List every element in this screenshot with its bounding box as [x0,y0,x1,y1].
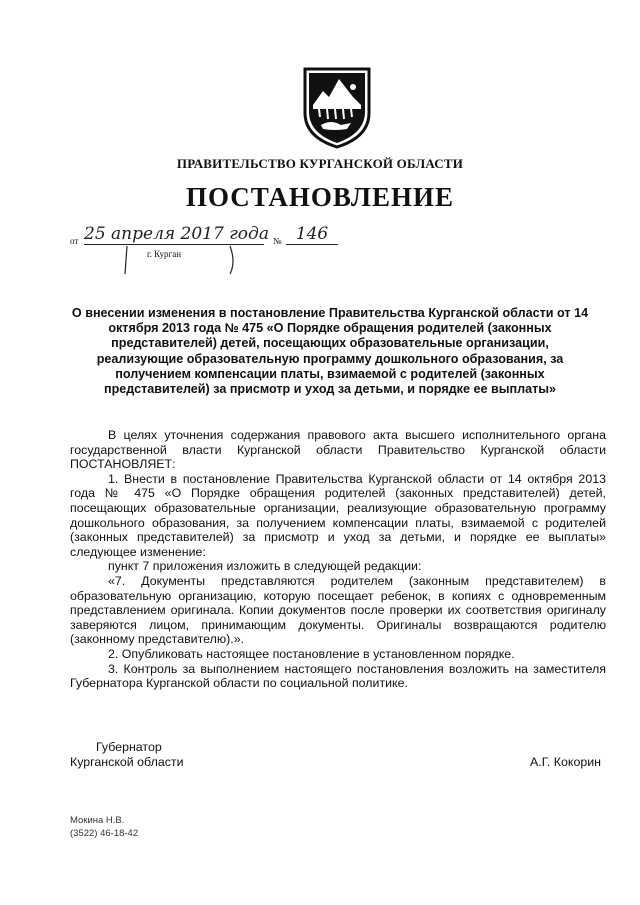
item-1: 1. Внести в постановление Правительства Курганской области от 14 октября 2013 года № 475 «О Порядке обращения родителей (законных представителей) детей, посещающих образовательные организации, реализующие образовательную программу дошкольного образования, за получением компенсации платы, взимаемой с родителей (законных представителей) за присмотр и уход за детьми, и порядке ее выплаты» следующее изменение: [70,471,606,559]
item-3: 3. Контроль за выполнением настоящего постановления возложить на заместителя Губернатора Курганской области по социальной политике. [70,661,606,691]
document-type-title: ПОСТАНОВЛЕНИЕ [185,182,455,212]
item-2: 2. Опубликовать настоящее постановление в установленном порядке. [108,646,515,661]
handwritten-number: 146 [286,224,338,245]
resolution-body [70,428,606,691]
signatory-position-line1: Губернатор [96,740,162,754]
date-from-label: от [70,236,79,246]
item-1-subclause: пункт 7 приложения изложить в следующей редакции: [108,559,422,574]
signatory-name: А.Г. Кокорин [530,755,602,769]
resolution-heading: О внесении изменения в постановление Правительства Курганской области от 14 октября 2013 года № 475 «О Порядке обращения родителей (законных представителей) детей, посещающих образовательные организации, реализующие образовательную программу дошкольного образования, за получением компенсации платы, взимаемой с родителей (законных представителей) за присмотр и уход за детьми, и порядке ее выплаты» [71,306,589,397]
handwritten-date: 25 апреля 2017 года [84,224,269,244]
number-label: № [273,236,282,246]
city-label: г. Курган [147,249,182,259]
intro-paragraph: В целях уточнения содержания правового акта высшего исполнительного органа государственной власти Курганской области Правительство Курганской области ПОСТАНОВЛЯЕТ: [70,428,606,472]
executor-phone: (3522) 46-18-42 [70,828,139,839]
signatory-position-line2: Курганской области [70,755,184,769]
government-title: ПРАВИТЕЛЬСТВО КУРГАНСКОЙ ОБЛАСТИ [176,156,464,171]
handwriting-strokes [118,240,268,280]
kurgan-oblast-coat-of-arms-icon [301,65,373,151]
executor-name: Мокина Н.В. [70,815,125,826]
item-1-quote: «7. Документы представляются родителем (законным представителем) в образовательную организацию, которую посещает ребенок, в копиях с одновременным представлением оригинала. Копии документов после проверки их соответствия оригиналу заверяются лицом, принимающим документы. Оригиналы возвращаются родителю (законному представителю).». [70,573,606,647]
